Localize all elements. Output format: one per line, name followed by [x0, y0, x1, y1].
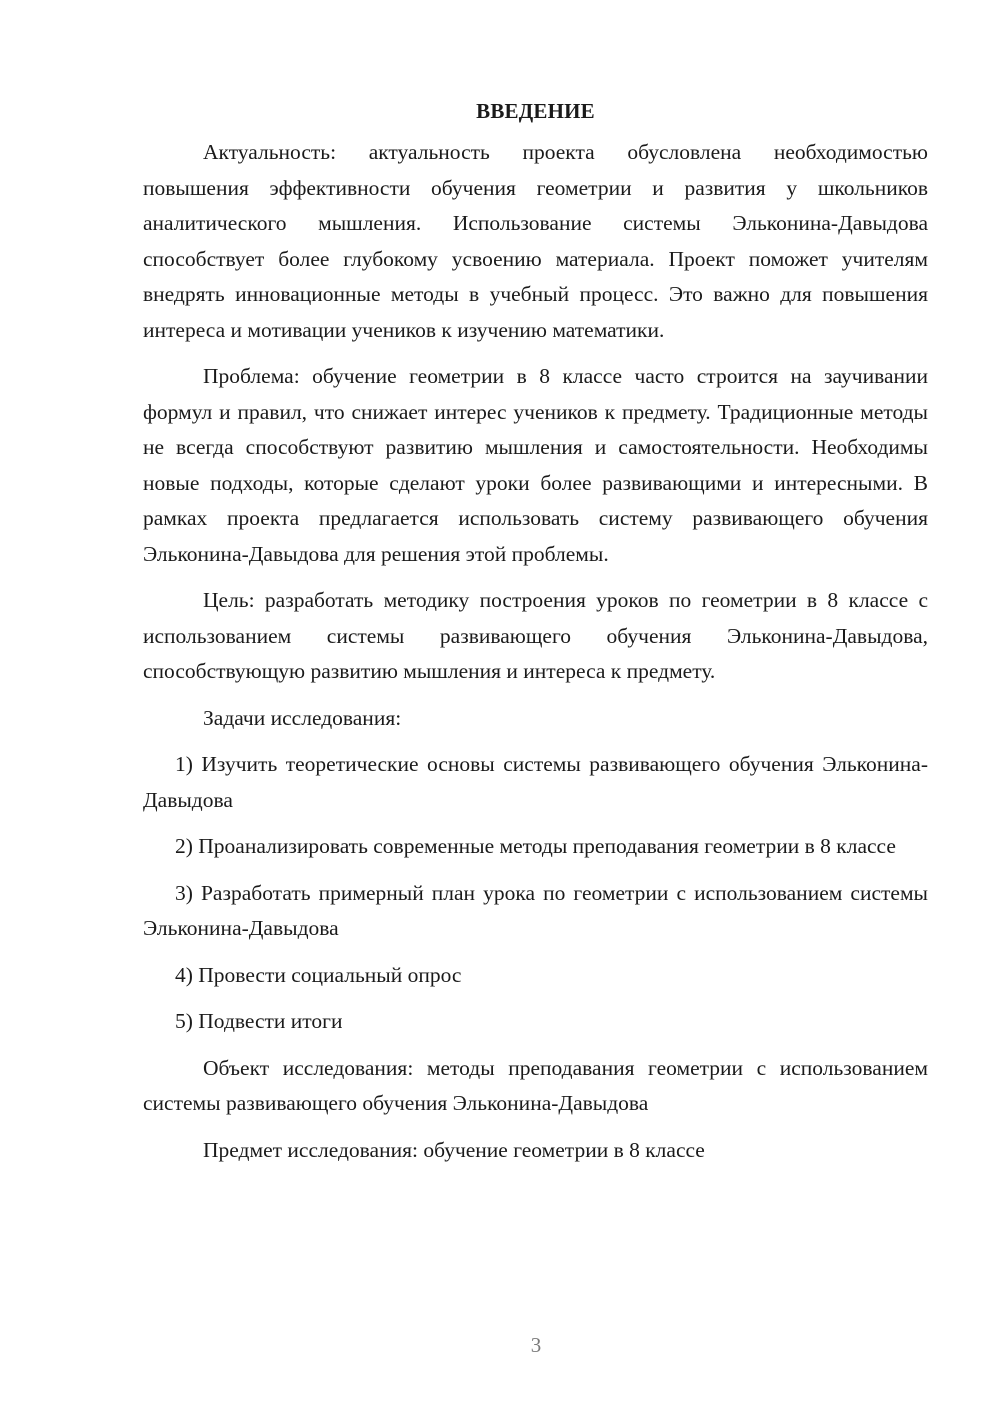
task-item: 1) Изучить теоретические основы системы развивающего обучения Эльконина-Давыдова	[143, 752, 928, 812]
task-item: 2) Проанализировать современные методы преподавания геометрии в 8 классе	[175, 834, 896, 858]
paragraph-goal: Цель: разработать методику построения уроков по геометрии в 8 классе с использованием системы развивающего обучения Эльконина-Давыдова, способствующую развитию мышления и интереса к предмету.	[143, 588, 928, 683]
tasks-list	[143, 747, 928, 1040]
page-number: 3	[530, 1333, 542, 1357]
task-item: 5) Подвести итоги	[175, 1009, 343, 1033]
task-item: 3) Разработать примерный план урока по геометрии с использованием системы Эльконина-Давыдова	[143, 880, 928, 940]
paragraph-problem: Проблема: обучение геометрии в 8 классе часто строится на заучивании формул и правил, что снижает интерес учеников к предмету. Традиционные методы не всегда способствуют развитию мышления и самостоятельности. Необходимы новые подходы, которые сделают уроки более развивающими и интересными. В рамках проекта предлагается использовать систему развивающего обучения Эльконина-Давыдова для решения этой проблемы.	[143, 364, 928, 566]
task-item: 4) Провести социальный опрос	[175, 962, 462, 987]
paragraph-object: Объект исследования: методы преподавания геометрии с использованием системы развивающего обучения Эльконина-Давыдова	[143, 1055, 928, 1115]
section-heading: ВВЕДЕНИЕ	[476, 99, 595, 123]
document-page	[143, 95, 928, 1179]
paragraph-subject: Предмет исследования: обучение геометрии в 8 классе	[203, 1137, 705, 1162]
tasks-heading: Задачи исследования:	[203, 705, 402, 730]
paragraph-relevance: Актуальность: актуальность проекта обусловлена необходимостью повышения эффективности обучения геометрии и развития у школьников аналитического мышления. Использование системы Эльконина-Давыдова способствует более глубокому усвоению материала. Проект поможет учителям внедрять инновационные методы в учебный процесс. Это важно для повышения интереса и мотивации учеников к изучению математики.	[143, 140, 928, 342]
